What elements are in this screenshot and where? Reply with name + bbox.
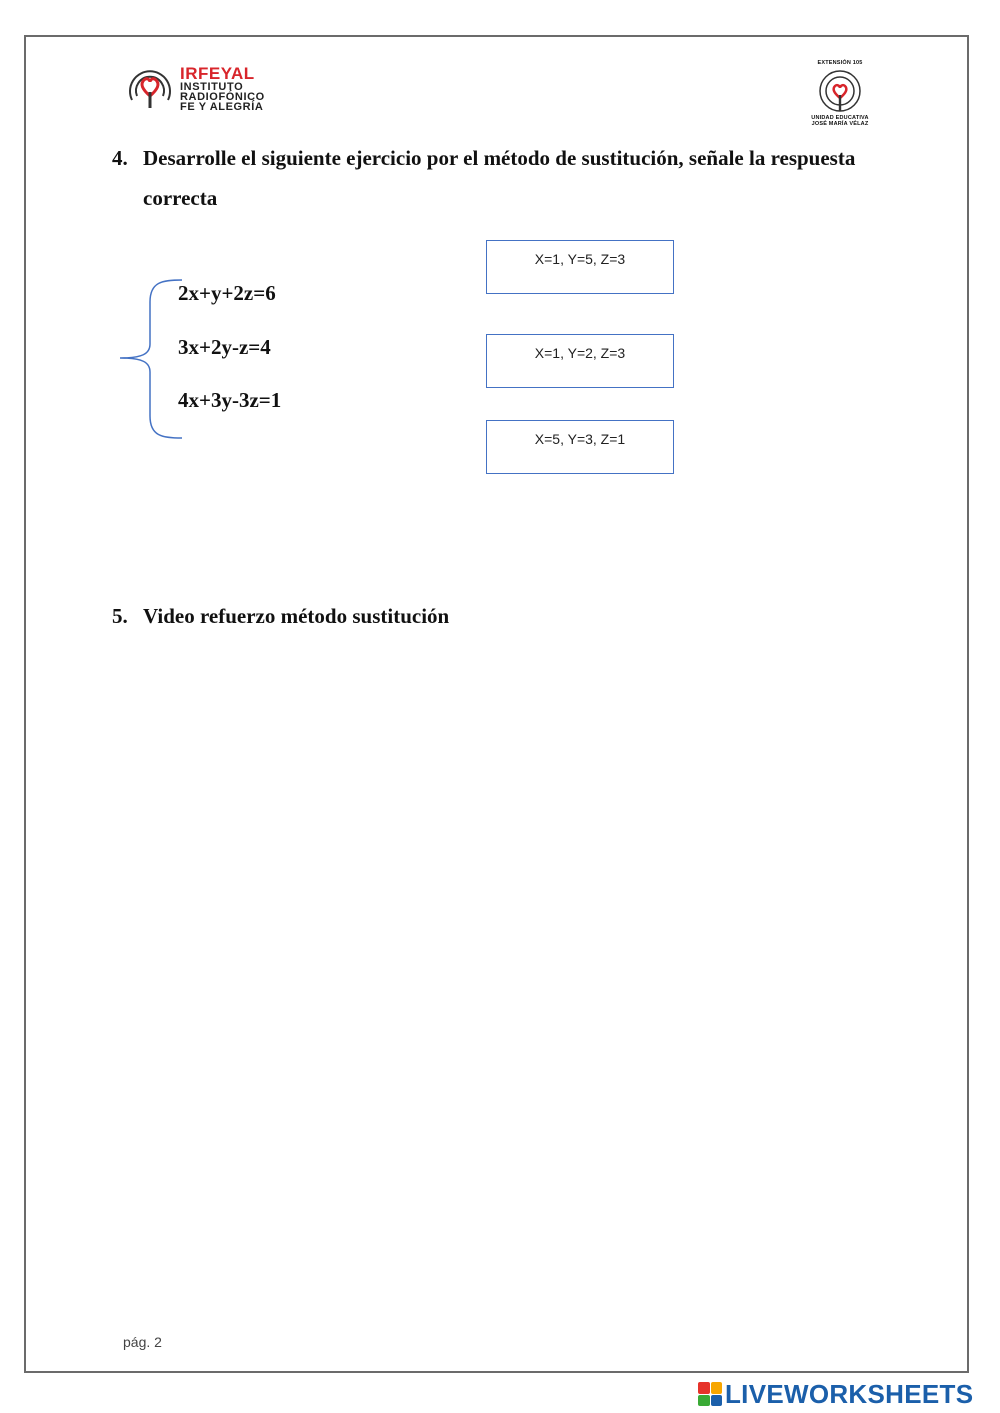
unidad-educativa-label: UNIDAD EDUCATIVA: [811, 115, 869, 121]
liveworksheets-label: LIVEWORKSHEETS: [725, 1378, 974, 1409]
irfeyal-line-1: INSTITUTO: [180, 81, 244, 93]
liveworksheets-icon: [698, 1382, 722, 1406]
school-name-label: JOSÉ MARÍA VÉLAZ: [811, 121, 869, 127]
page-frame: [24, 35, 969, 1373]
extension-label: EXTENSIÓN 105: [817, 60, 863, 66]
equation-brace: [114, 276, 184, 442]
school-emblem-icon: [817, 69, 863, 113]
equation-2: 3x+2y-z=4: [178, 335, 271, 359]
question-5: [112, 596, 712, 636]
irfeyal-title: IRFEYAL: [180, 64, 255, 83]
answer-option-3[interactable]: X=5, Y=3, Z=1: [486, 420, 674, 474]
answer-option-2[interactable]: X=1, Y=2, Z=3: [486, 334, 674, 388]
liveworksheets-brand[interactable]: [698, 1378, 973, 1410]
question-4-text: Desarrolle el siguiente ejercicio por el método de sustitución, señale la respuesta correcta: [143, 146, 856, 210]
answer-option-1[interactable]: X=1, Y=5, Z=3: [486, 240, 674, 294]
question-4-number: 4.: [112, 146, 128, 170]
question-4: [112, 138, 872, 218]
question-5-number: 5.: [112, 604, 128, 628]
equation-1: 2x+y+2z=6: [178, 281, 276, 305]
page-number: pág. 2: [123, 1334, 162, 1350]
irfeyal-logo: [122, 62, 312, 114]
irfeyal-line-2: RADIOFÓNICO: [180, 91, 265, 103]
unidad-educativa-logo: [798, 60, 882, 140]
irfeyal-emblem-icon: [122, 62, 178, 112]
question-5-text: Video refuerzo método sustitución: [143, 604, 450, 628]
equation-3: 4x+3y-3z=1: [178, 388, 282, 412]
irfeyal-line-3: FE Y ALEGRÍA: [180, 101, 264, 113]
